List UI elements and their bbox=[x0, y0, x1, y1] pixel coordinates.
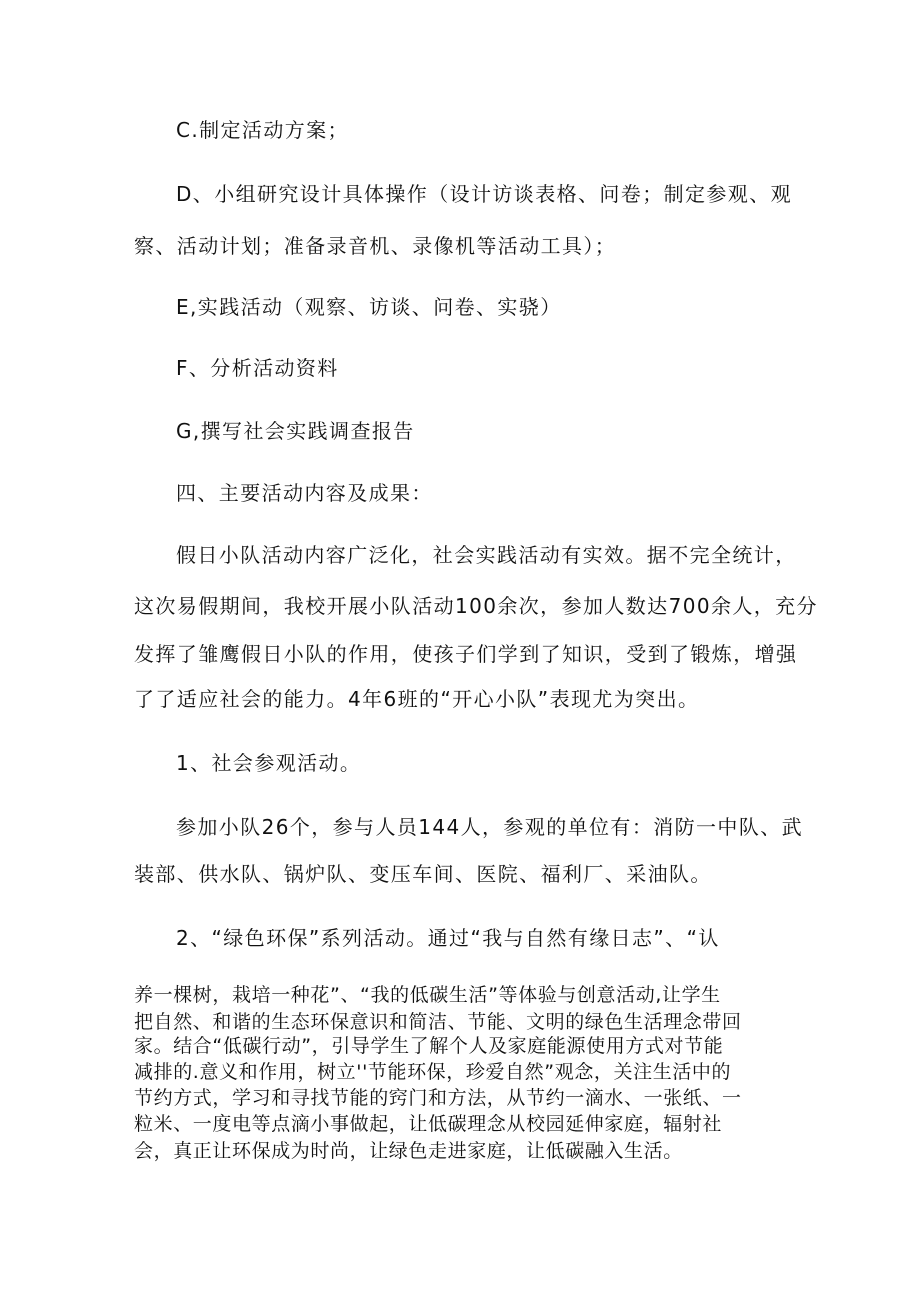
step-f: F、分析活动资料 bbox=[176, 356, 339, 380]
item-1-line: 装部、供水队、锅炉队、变压车间、医院、福利厂、采油队。 bbox=[134, 862, 712, 886]
step-g: G,撰写社会实践调查报告 bbox=[176, 419, 415, 443]
step-d-line-2: 察、活动计划；准备录音机、录像机等活动工具）； bbox=[134, 234, 617, 258]
item-2-line: 把自然、和谐的生态环保意识和简洁、节能、文明的绿色生活理念带回 bbox=[134, 1011, 742, 1033]
item-1-heading: 1、社会参观活动。 bbox=[176, 751, 362, 775]
item-2-line: 粒米、一度电等点滴小事做起，让低碳理念从校园延伸家庭，辐射社 bbox=[134, 1113, 723, 1135]
step-d-line-1: D、小组研究设计具体操作（设计访谈表格、问卷；制定参观、观 bbox=[176, 182, 792, 206]
summary-line: 了了适应社会的能力。4年6班的“开心小队”表现尤为突出。 bbox=[134, 687, 700, 711]
item-2-line: 减排的.意义和作用，树立''节能环保，珍爱自然”观念，关注生活中的 bbox=[134, 1061, 732, 1083]
summary-line: 发挥了雏鹰假日小队的作用，使孩子们学到了知识，受到了锻炼，增强 bbox=[134, 642, 798, 666]
summary-line: 假日小队活动内容广泛化，社会实践活动有实效。据不完全统计， bbox=[176, 543, 797, 567]
step-e: E,实践活动（观察、访谈、问卷、实骁） bbox=[176, 295, 562, 319]
section-4-heading: 四、主要活动内容及成果： bbox=[176, 481, 433, 505]
step-c: C.制定活动方案； bbox=[176, 118, 349, 142]
item-2-line: 会，真正让环保成为时尚，让绿色走进家庭，让低碳融入生活。 bbox=[134, 1140, 683, 1162]
summary-line: 这次易假期间，我校开展小队活动100余次，参加人数达700余人，充分 bbox=[134, 594, 818, 618]
item-2-line: 养一棵树，栽培一种花”、“我的低碳生活”等体验与创意活动,让学生 bbox=[134, 984, 721, 1006]
item-2-line: 节约方式，学习和寻找节能的窍门和方法，从节约一滴水、一张纸、一 bbox=[134, 1087, 742, 1109]
item-2-heading: 2、“绿色环保”系列活动。通过“我与自然有缘日志”、“认 bbox=[176, 926, 720, 950]
item-2-line: 家。结合“低碳行动”，引导学生了解个人及家庭能源使用方式对节能 bbox=[134, 1035, 724, 1057]
item-1-line: 参加小队26个，参与人员144人，参观的单位有：消防一中队、武 bbox=[176, 815, 804, 839]
